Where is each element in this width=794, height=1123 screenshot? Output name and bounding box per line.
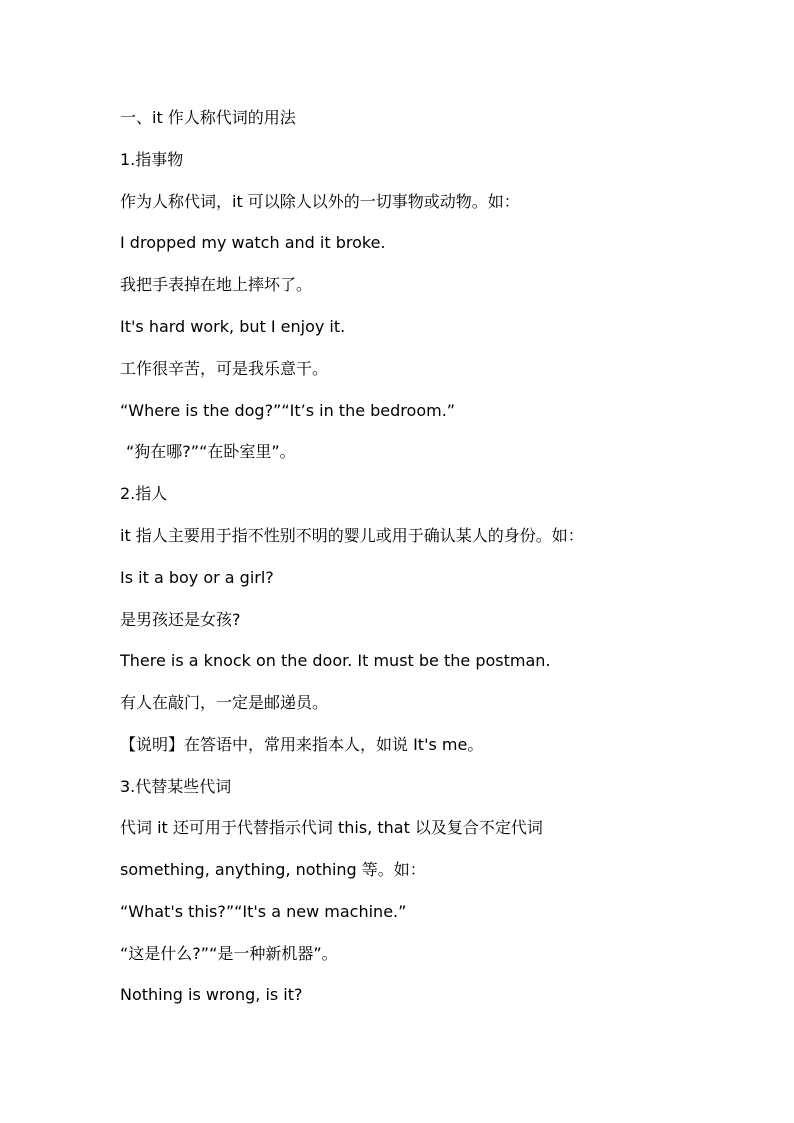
example-en-7: Nothing is wrong, is it? — [120, 985, 303, 1004]
subheading-2: 2.指人 — [120, 484, 168, 503]
subheading-3: 3.代替某些代词 — [120, 777, 232, 796]
note-line: 【说明】在答语中，常用来指本人，如说 It's me。 — [120, 735, 484, 754]
section-heading-1: 一、it 作人称代词的用法 — [120, 108, 296, 127]
paragraph-2: it 指人主要用于指不性别不明的婴儿或用于确认某人的身份。如： — [120, 526, 584, 545]
example-en-4: Is it a boy or a girl? — [120, 568, 274, 587]
example-en-6: “What's this?”“It's a new machine.” — [120, 902, 407, 921]
example-en-3: “Where is the dog?”“It’s in the bedroom.” — [120, 401, 456, 420]
paragraph-3-line-1 — [120, 816, 680, 840]
example-cn-5: 有人在敲门，一定是邮递员。 — [120, 693, 329, 712]
example-cn-3: “狗在哪?”“在卧室里”。 — [126, 442, 296, 461]
example-en-1: I dropped my watch and it broke. — [120, 233, 386, 252]
example-en-2: It's hard work, but I enjoy it. — [120, 317, 346, 336]
example-cn-4: 是男孩还是女孩? — [120, 610, 241, 629]
paragraph-1: 作为人称代词，it 可以除人以外的一切事物或动物。如： — [120, 192, 520, 211]
example-cn-6: “这是什么?”“是一种新机器”。 — [120, 944, 338, 963]
example-en-5: There is a knock on the door. It must be the postman. — [120, 651, 551, 670]
paragraph-3-line-1-text: 代词 it 还可用于代替指示代词 this, that 以及复合不定代词 — [120, 818, 543, 837]
subheading-1: 1.指事物 — [120, 150, 184, 169]
example-cn-1: 我把手表掉在地上摔坏了。 — [120, 275, 313, 294]
example-cn-2: 工作很辛苦，可是我乐意干。 — [120, 359, 329, 378]
paragraph-3-line-2: something, anything, nothing 等。如： — [120, 860, 426, 879]
